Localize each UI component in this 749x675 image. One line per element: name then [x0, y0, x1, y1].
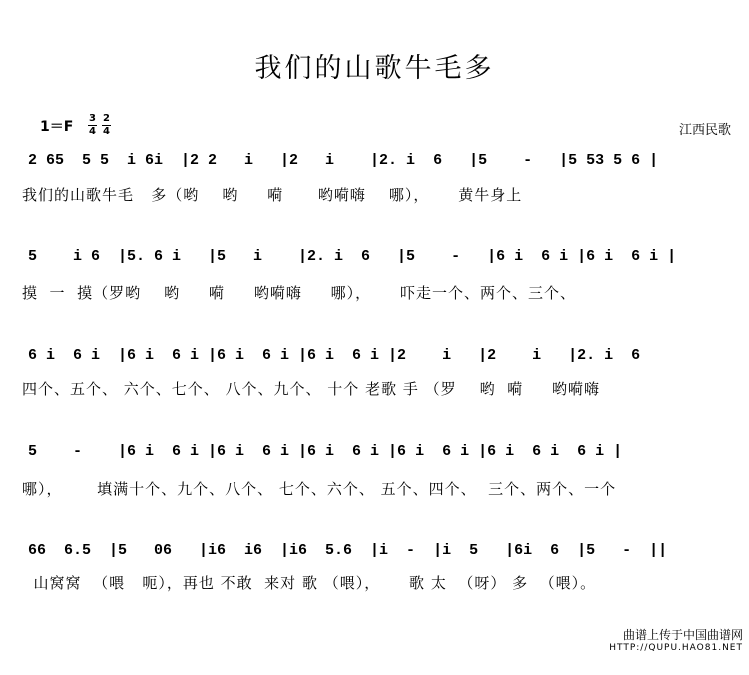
notation-line: 66 6.5 |5 06 |i6 i6 |i6 5.6 |i - |i 5 |6i 6 |5 - ||: [28, 542, 668, 559]
watermark: [609, 629, 743, 655]
notation-line: 2 65 5 5 i 6i |2 2 i |2 i |2. i 6 |5 - |5 53 5 6 |: [28, 152, 659, 169]
meter-bottom: 4: [89, 126, 96, 137]
lyrics-line: 哪）， 填满十个、九个、八个、 七个、六个、 五个、四个、 三个、两个、一个: [22, 480, 617, 498]
notation-line: 6 i 6 i |6 i 6 i |6 i 6 i |6 i 6 i |2 i |2 i |2. i 6: [28, 347, 659, 364]
meter-bottom: 4: [103, 126, 110, 137]
notation-line: 5 i 6 |5. 6 i |5 i |2. i 6 |5 - |6 i 6 i |6 i 6 i |: [28, 248, 677, 265]
lyrics-line: 山窝窝 （喂 呃），再也 不敢 来对 歌 （喂）， 歌 太 （呀） 多 （喂）。: [22, 574, 597, 592]
lyrics-line: 我们的山歌牛毛 多（哟 哟 嗬 哟嗬嗨 哪）， 黄牛身上: [22, 186, 523, 204]
watermark-line-1: 曲谱上传于中国曲谱网: [622, 628, 743, 642]
song-source: 江西民歌: [678, 123, 731, 138]
meter-top: 2: [103, 113, 110, 124]
lyrics-line: 摸 一 摸（罗哟 哟 嗬 哟嗬嗨 哪）， 吓走一个、两个、三个、: [22, 284, 577, 302]
lyrics-line: 四个、五个、 六个、七个、 八个、九个、 十个 老歌 手 （罗 哟 嗬 哟嗬嗨: [22, 380, 601, 398]
meter-top: 3: [89, 113, 96, 124]
notation-line: 5 - |6 i 6 i |6 i 6 i |6 i 6 i |6 i 6 i |6 i 6 i 6 i |: [28, 443, 623, 460]
key-signature: 1＝F: [40, 119, 74, 135]
watermark-url: HTTP://QUPU.HAO81.NET: [609, 643, 743, 653]
time-signature-2-4: [102, 114, 111, 137]
song-title: 我们的山歌牛毛多: [254, 53, 495, 84]
time-signature-3-4: [88, 114, 97, 137]
